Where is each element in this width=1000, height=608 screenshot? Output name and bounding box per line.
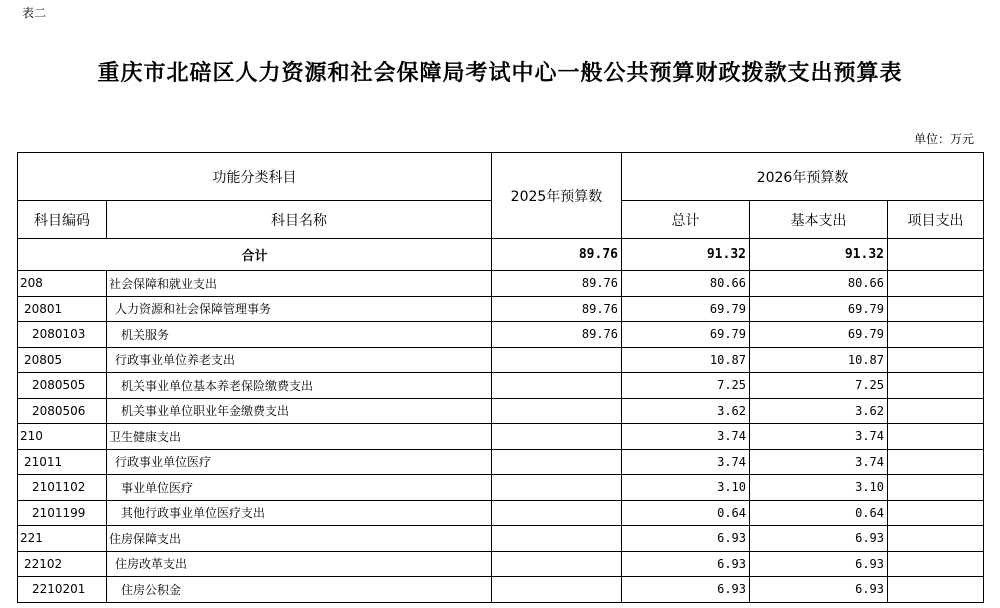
budget-2026-basic-cell: 80.66	[750, 271, 888, 297]
budget-2026-project-cell	[888, 347, 984, 373]
table-row	[18, 500, 984, 526]
table-row	[18, 424, 984, 450]
table-number-label: 表二	[22, 6, 47, 20]
table-row	[18, 475, 984, 501]
subject-code-cell: 210	[18, 424, 107, 450]
budget-2025-cell	[492, 551, 622, 577]
budget-2026-basic-cell: 6.93	[750, 577, 888, 603]
budget-2026-project-cell	[888, 424, 984, 450]
budget-2026-project-cell	[888, 475, 984, 501]
budget-2026-project-cell	[888, 526, 984, 552]
subject-name-cell: 机关服务	[107, 322, 492, 348]
budget-2025-cell	[492, 373, 622, 399]
table-row	[18, 551, 984, 577]
budget-2026-basic-cell: 6.93	[750, 526, 888, 552]
table-row	[18, 322, 984, 348]
budget-2026-basic-cell: 3.10	[750, 475, 888, 501]
budget-2026-project-cell	[888, 398, 984, 424]
table-row	[18, 347, 984, 373]
budget-2025-cell: 89.76	[492, 296, 622, 322]
budget-2025-cell: 89.76	[492, 271, 622, 297]
total-row	[18, 239, 984, 271]
header-row-1	[18, 153, 984, 201]
budget-2026-total-cell: 69.79	[622, 296, 750, 322]
budget-2026-total-cell: 6.93	[622, 577, 750, 603]
budget-2026-total-cell: 6.93	[622, 526, 750, 552]
budget-2026-basic-cell: 3.62	[750, 398, 888, 424]
budget-2026-total-cell: 3.74	[622, 449, 750, 475]
budget-2026-project-cell	[888, 577, 984, 603]
budget-2026-project-cell	[888, 500, 984, 526]
subject-code-cell: 2080103	[18, 322, 107, 348]
budget-2026-basic-cell: 3.74	[750, 424, 888, 450]
unit-label: 单位：万元	[913, 132, 974, 146]
budget-2025-cell	[492, 424, 622, 450]
budget-2026-project-cell	[888, 373, 984, 399]
subject-code-cell: 2080505	[18, 373, 107, 399]
budget-2026-total-cell: 3.10	[622, 475, 750, 501]
subject-code-cell: 2080506	[18, 398, 107, 424]
budget-2026-basic-cell: 69.79	[750, 322, 888, 348]
budget-2026-basic-cell: 7.25	[750, 373, 888, 399]
budget-2026-basic-cell: 10.87	[750, 347, 888, 373]
budget-2026-header: 2026年预算数	[622, 153, 984, 201]
table-row	[18, 526, 984, 552]
function-category-header: 功能分类科目	[18, 153, 492, 201]
budget-2025-cell	[492, 398, 622, 424]
subject-code-cell: 2210201	[18, 577, 107, 603]
budget-2025-cell	[492, 347, 622, 373]
total-header: 总计	[622, 201, 750, 239]
budget-2025-cell	[492, 475, 622, 501]
budget-2026-total-cell: 6.93	[622, 551, 750, 577]
total-budget-2025: 89.76	[492, 239, 622, 271]
budget-2025-cell: 89.76	[492, 322, 622, 348]
budget-2026-project-cell	[888, 551, 984, 577]
budget-2026-basic-cell: 6.93	[750, 551, 888, 577]
subject-code-cell: 221	[18, 526, 107, 552]
budget-2026-total-cell: 10.87	[622, 347, 750, 373]
total-budget-2026-project	[888, 239, 984, 271]
subject-code-cell: 208	[18, 271, 107, 297]
budget-table	[17, 152, 984, 603]
budget-2025-header: 2025年预算数	[492, 153, 622, 239]
table-row	[18, 271, 984, 297]
subject-name-cell: 社会保障和就业支出	[107, 271, 492, 297]
subject-name-cell: 行政事业单位养老支出	[107, 347, 492, 373]
table-row	[18, 296, 984, 322]
subject-name-cell: 其他行政事业单位医疗支出	[107, 500, 492, 526]
budget-2026-project-cell	[888, 322, 984, 348]
total-budget-2026-basic: 91.32	[750, 239, 888, 271]
table-row	[18, 373, 984, 399]
subject-code-cell: 22102	[18, 551, 107, 577]
subject-name-cell: 卫生健康支出	[107, 424, 492, 450]
budget-2026-total-cell: 69.79	[622, 322, 750, 348]
total-label: 合计	[18, 239, 492, 271]
budget-2026-basic-cell: 69.79	[750, 296, 888, 322]
subject-name-cell: 住房改革支出	[107, 551, 492, 577]
budget-2026-total-cell: 0.64	[622, 500, 750, 526]
subject-name-cell: 机关事业单位基本养老保险缴费支出	[107, 373, 492, 399]
subject-name-cell: 机关事业单位职业年金缴费支出	[107, 398, 492, 424]
table-row	[18, 577, 984, 603]
subject-code-cell: 2101102	[18, 475, 107, 501]
budget-2025-cell	[492, 500, 622, 526]
subject-name-cell: 事业单位医疗	[107, 475, 492, 501]
subject-code-cell: 20801	[18, 296, 107, 322]
subject-code-cell: 20805	[18, 347, 107, 373]
subject-name-cell: 住房保障支出	[107, 526, 492, 552]
budget-2026-total-cell: 3.74	[622, 424, 750, 450]
table-row	[18, 398, 984, 424]
budget-2026-total-cell: 7.25	[622, 373, 750, 399]
subject-code-cell: 21011	[18, 449, 107, 475]
code-header: 科目编码	[18, 201, 107, 239]
budget-2026-total-cell: 80.66	[622, 271, 750, 297]
table-row	[18, 449, 984, 475]
budget-2026-project-cell	[888, 271, 984, 297]
subject-name-cell: 行政事业单位医疗	[107, 449, 492, 475]
project-expense-header: 项目支出	[888, 201, 984, 239]
budget-2026-project-cell	[888, 296, 984, 322]
budget-2026-project-cell	[888, 449, 984, 475]
budget-2026-basic-cell: 0.64	[750, 500, 888, 526]
name-header: 科目名称	[107, 201, 492, 239]
subject-name-cell: 住房公积金	[107, 577, 492, 603]
budget-2025-cell	[492, 577, 622, 603]
budget-2026-basic-cell: 3.74	[750, 449, 888, 475]
page-title: 重庆市北碚区人力资源和社会保障局考试中心一般公共预算财政拨款支出预算表	[97, 60, 903, 86]
subject-name-cell: 人力资源和社会保障管理事务	[107, 296, 492, 322]
total-budget-2026-total: 91.32	[622, 239, 750, 271]
budget-2025-cell	[492, 449, 622, 475]
budget-2025-cell	[492, 526, 622, 552]
basic-expense-header: 基本支出	[750, 201, 888, 239]
budget-2026-total-cell: 3.62	[622, 398, 750, 424]
subject-code-cell: 2101199	[18, 500, 107, 526]
